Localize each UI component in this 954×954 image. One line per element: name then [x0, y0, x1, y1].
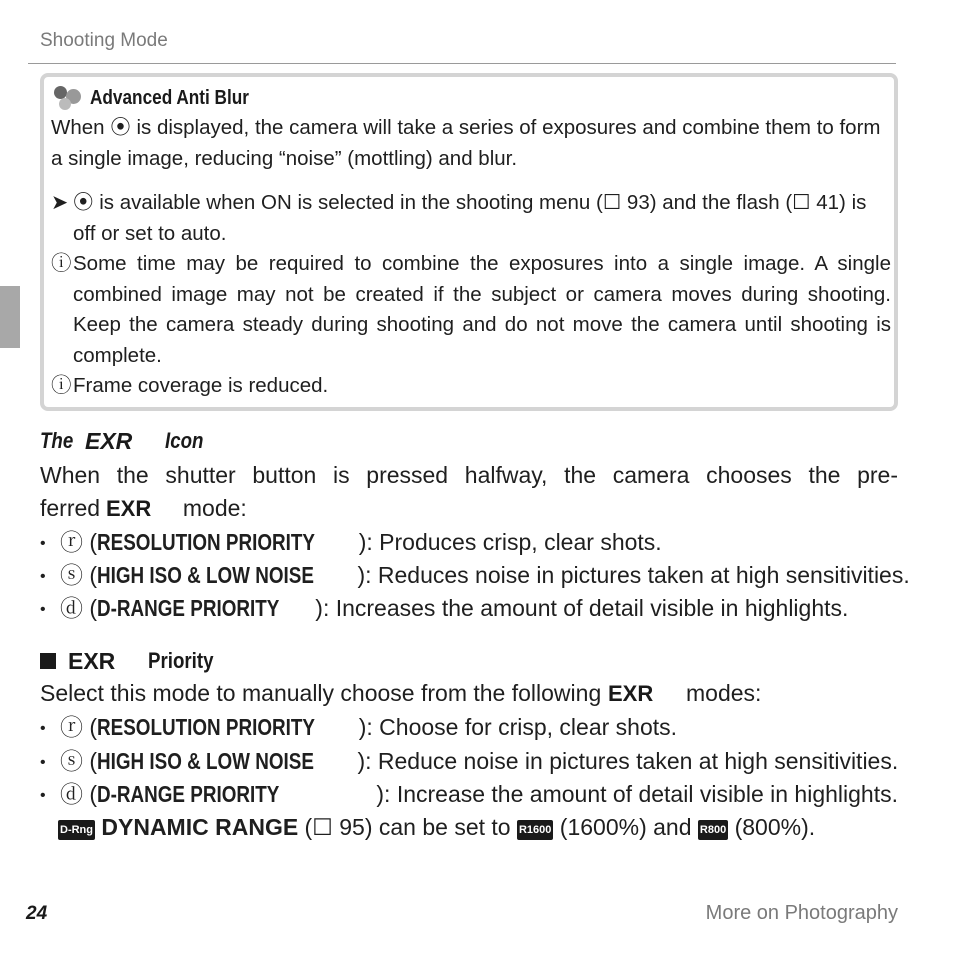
dynamic-range-line: D-Rng DYNAMIC RANGE (☐ 95) can be set to R1600 (1600%) and R800 (800%). [60, 814, 816, 840]
footer-chapter: More on Photography [705, 902, 898, 924]
d-range-priority-icon: ⓓ [60, 595, 83, 621]
exr-icon-bullet-3: • ⓓ (D-RANGE PRIORITY ): Increases the amount of detail visible in highlights. [40, 595, 849, 621]
note-title-text: Advanced Anti Blur [90, 86, 249, 109]
exr-priority-intro: Select this mode to manually choose from the following EXR modes: [40, 680, 762, 706]
section-square-icon [40, 653, 56, 669]
exr-logo-icon [608, 682, 680, 704]
exr-priority-section-title: EXR Priority [40, 648, 225, 674]
svg-text:EXR: EXR [68, 650, 116, 672]
side-tab [0, 286, 20, 348]
dynamic-range-label: DYNAMIC RANGE [101, 814, 299, 840]
exr-icon-intro-line2: ferred EXR mode: [40, 495, 247, 521]
d-range-priority-icon: ⓓ [60, 781, 83, 807]
exr-icon-bullet-1: • ⓡ (RESOLUTION PRIORITY ): Produces crisp, clear shots. [40, 529, 662, 555]
header-rule [28, 63, 896, 64]
note-item-2 [51, 249, 891, 371]
exr-logo-icon [106, 497, 176, 519]
d-rng-badge: D-Rng [58, 820, 95, 840]
note-item-3-text: Frame coverage is reduced. [73, 374, 329, 397]
exr-logo-icon [85, 430, 159, 452]
book-icon: ☐ [312, 814, 333, 840]
note-box [40, 73, 898, 411]
exr-logo-icon [68, 650, 142, 672]
note-intro: When ⦿ is displayed, the camera will take a series of exposures and combine them to form a single image, reducing “noise” (mottling) and blur. [51, 116, 881, 170]
high-iso-low-noise-icon: ⓢ [60, 562, 83, 588]
exr-priority-bullet-3: • ⓓ (D-RANGE PRIORITY ): Increase the amount of detail visible in highlights. [40, 781, 898, 807]
exr-priority-bullet-2: • ⓢ (HIGH ISO & LOW NOISE ): Reduce noise in pictures taken at high sensitivities. [40, 748, 899, 774]
note-title [54, 85, 275, 111]
resolution-priority-icon: ⓡ [60, 529, 83, 555]
note-item-3 [51, 371, 891, 402]
memo-icon: ➤ [51, 191, 69, 214]
note-item-2-text: Some time may be required to combine the exposures into a single image. A single combined image may not be created if the subject or camera moves during shooting. Keep the camera steady during shooting and do not move the camera until shooting is complete. [73, 252, 891, 367]
tips-dots-icon [54, 86, 82, 110]
svg-text:EXR: EXR [607, 682, 653, 704]
resolution-priority-icon: ⓡ [60, 714, 83, 740]
exr-icon-section-title: The EXR Icon [40, 428, 204, 453]
high-iso-low-noise-icon: ⓢ [60, 748, 83, 774]
exr-priority-bullet-1: • ⓡ (RESOLUTION PRIORITY ): Choose for crisp, clear shots. [40, 714, 678, 740]
svg-text:EXR: EXR [85, 430, 133, 452]
header-section-title: Shooting Mode [40, 30, 168, 51]
caution-icon: ⓘ [51, 374, 72, 397]
note-item-1 [51, 188, 891, 249]
r800-badge: R800 [698, 820, 728, 840]
r1600-badge: R1600 [517, 820, 553, 840]
exr-icon-intro-line1: When the shutter button is pressed halfway, the camera chooses the pre- [40, 462, 898, 488]
svg-text:EXR: EXR [106, 497, 152, 519]
footer-page-number: 24 [26, 903, 48, 924]
note-item-1-text: ⦿ is available when ON is selected in the shooting menu (☐ 93) and the flash (☐ 41) is off or set to auto. [73, 191, 867, 245]
exr-icon-bullet-2: • ⓢ (HIGH ISO & LOW NOISE ): Reduces noise in pictures taken at high sensitivities. [40, 562, 910, 588]
caution-icon: ⓘ [51, 252, 72, 275]
